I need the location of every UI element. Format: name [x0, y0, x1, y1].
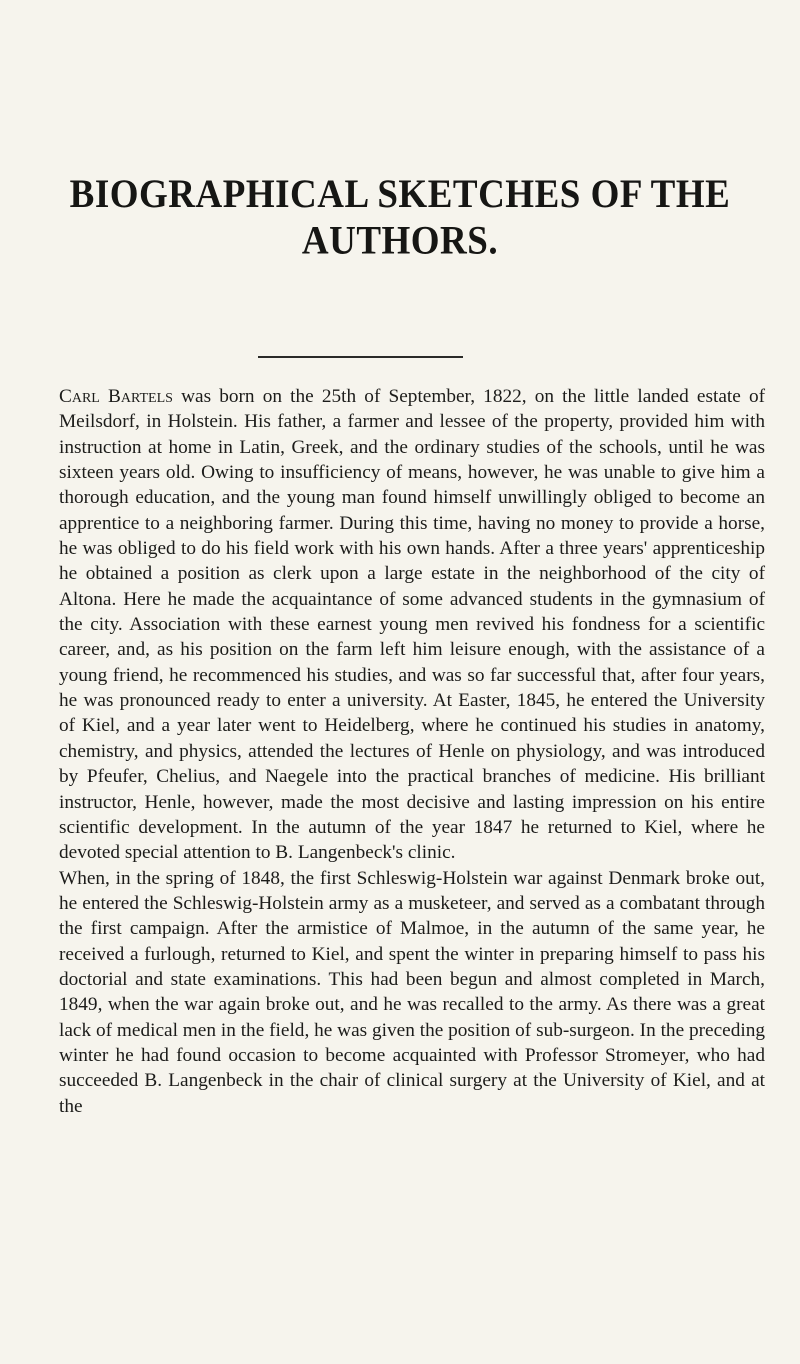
paragraph-text: was born on the 25th of September, 1822, on the little landed estate of Meilsdorf, in Holstein. His father, a farmer and lessee of the property, provided him with instruction at home in Latin, Greek, and the ordinary studies of the schools, until he was sixteen years old. Owing to insufficiency of means, however, he was unable to give him a thorough education, and the young man found himself unwillingly obliged to become an apprentice to a neighboring farmer. During this time, having no money to provide a horse, he was obliged to do his field work with his own hands. After a three years' apprenticeship he obtained a position as clerk upon a large estate in the neighborhood of the city of Altona. Here he made the acquaintance of some advanced students in the gymnasium of the city. Association with these earnest young men revived his fondness for a scientific career, and, as his position on the farm left him leisure enough, with the assistance of a young friend, he recommenced his studies, and was so far successful that, after four years, he was pronounced ready to enter a university. At Easter, 1845, he entered the University of Kiel, and a year later went to Heidelberg, where he continued his studies in anatomy, chemistry, and physics, attended the lectures of Henle on physiology, and was introduced by Pfeufer, Chelius, and Naegele into the practical branches of medicine. His brilliant instructor, Henle, however, made the most decisive and lasting impression on his entire scientific development. In the autumn of the year 1847 he returned to Kiel, where he devoted special attention to B. Langenbeck's clinic. [59, 386, 766, 864]
paragraph-bartels-2 [59, 866, 765, 1119]
paragraph-bartels-1 [59, 384, 765, 866]
paragraph-text: When, in the spring of 1848, the first Schleswig-Holstein war against Denmark broke out, he entered the Schleswig-Holstein army as a musketeer, and served as a combatant through the first campaign. After the armistice of Malmoe, in the autumn of the same year, he received a furlough, returned to Kiel, and spent the winter in preparing himself to pass his doctorial and state examinations. This had been begun and almost completed in March, 1849, when the war again broke out, and he was recalled to the army. As there was a great lack of medical men in the field, he was given the position of sub-surgeon. In the preceding winter he had found occasion to become acquainted with Professor Stromeyer, who had succeeded B. Langenbeck in the chair of clinical surgery at the University of Kiel, and at the [59, 867, 765, 1117]
biography-body [59, 384, 765, 1119]
title-divider [258, 356, 463, 358]
page-title: BIOGRAPHICAL SKETCHES OF THE AUTHORS. [69, 172, 731, 264]
author-name-lead: Carl Bartels [59, 386, 173, 407]
